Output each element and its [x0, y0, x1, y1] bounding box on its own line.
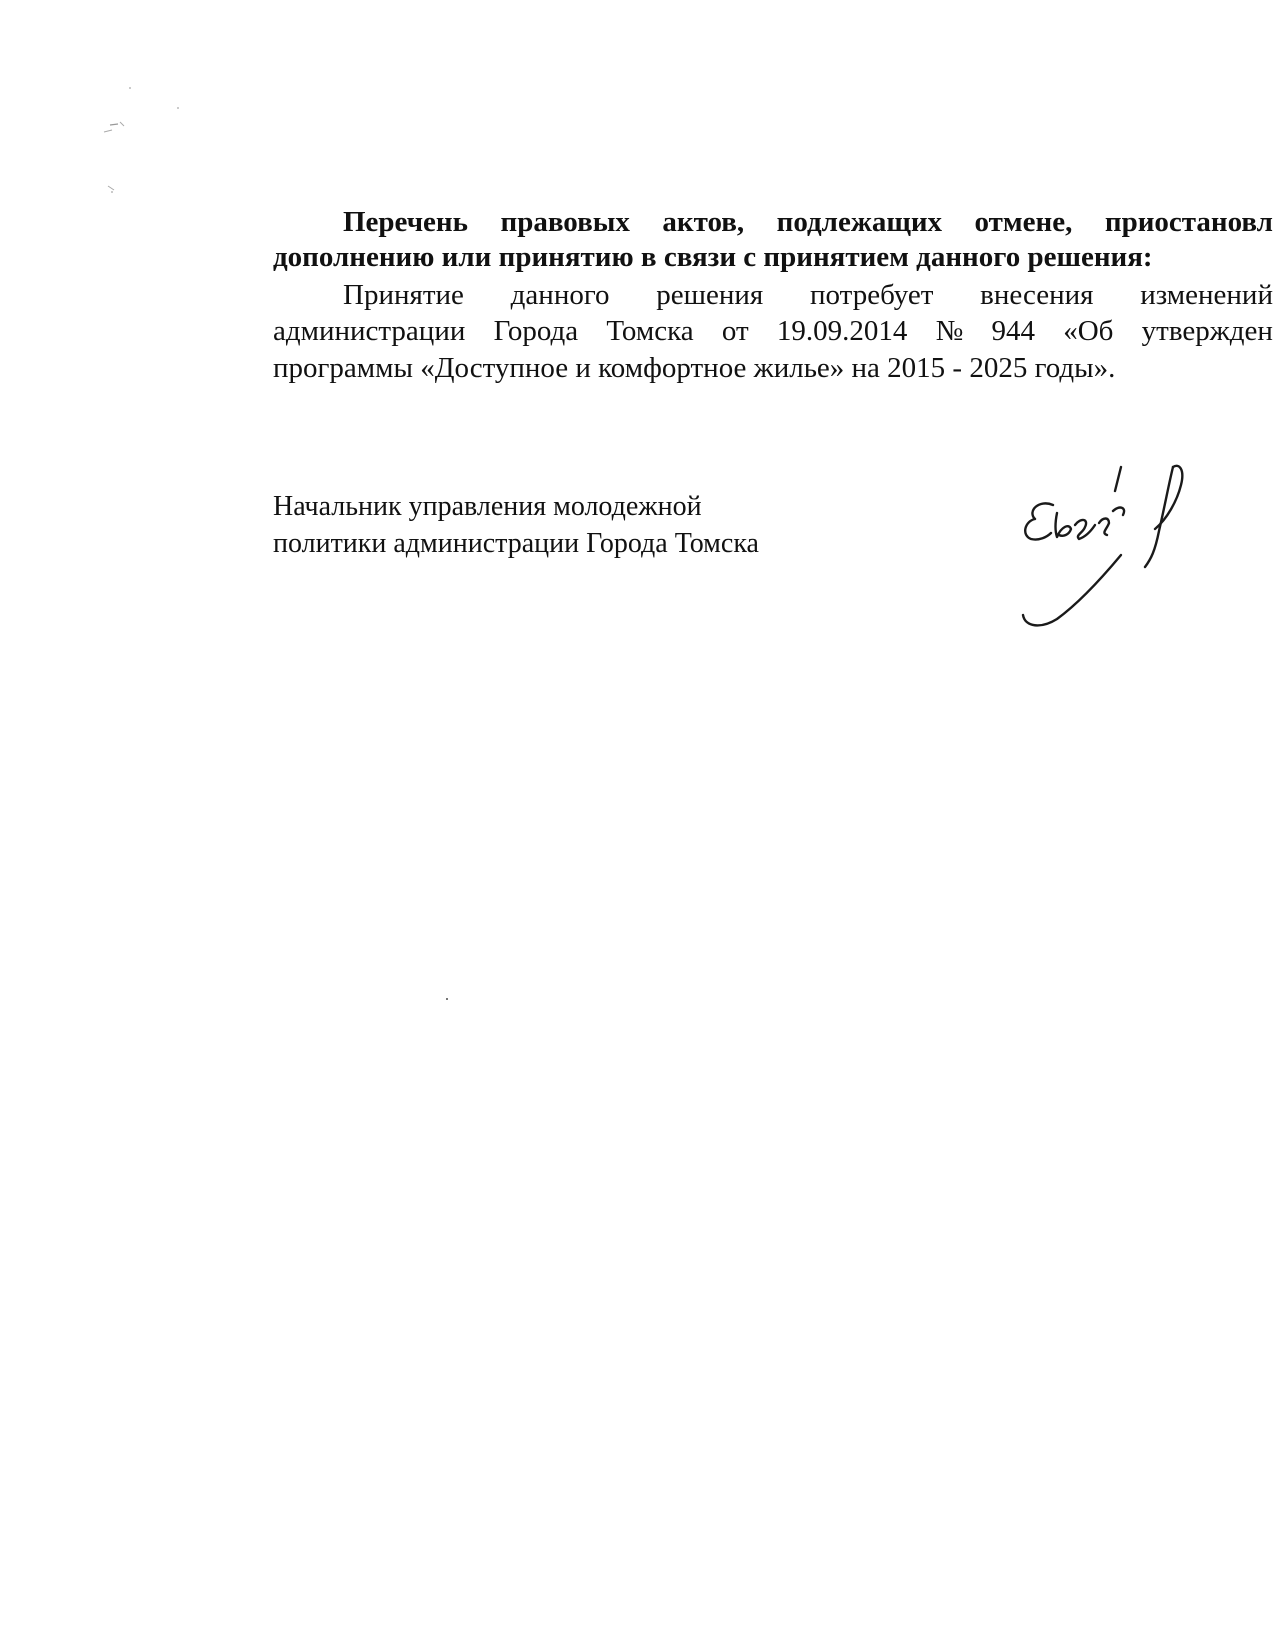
body-word: утвержден — [1141, 315, 1273, 347]
heading-word: актов, — [662, 206, 745, 238]
body-word: от — [721, 315, 749, 347]
heading-word: правовых — [500, 206, 630, 238]
heading-word: отмене, — [974, 206, 1073, 238]
body-word: потребует — [810, 279, 934, 311]
body-word: № — [935, 315, 964, 347]
scan-noise-marks — [90, 80, 200, 220]
body-word: данного — [510, 279, 610, 311]
body-word: решения — [656, 279, 764, 311]
heading-line-1 — [343, 206, 1273, 238]
body-word: Томска — [606, 315, 694, 347]
body-line-3: программы «Доступное и комфортное жилье» на 2015 - 2025 годы». — [273, 352, 1116, 384]
body-word: «Об — [1063, 315, 1114, 347]
scan-speck — [446, 998, 448, 1000]
body-word: 944 — [991, 315, 1035, 347]
body-line-2 — [273, 315, 1273, 347]
body-word: изменений — [1140, 279, 1273, 311]
body-word: 19.09.2014 — [776, 315, 908, 347]
body-line-1 — [343, 279, 1273, 311]
body-word: Принятие — [343, 279, 464, 311]
signatory-title-line-2: политики администрации Города Томска — [273, 528, 759, 559]
signatory-title-line-1: Начальник управления молодежной — [273, 491, 702, 522]
handwritten-signature — [995, 455, 1235, 655]
body-word: Города — [493, 315, 579, 347]
heading-word: Перечень — [343, 206, 468, 238]
body-word: внесения — [980, 279, 1094, 311]
heading-line-2: дополнению или принятию в связи с принятием данного решения: — [273, 241, 1153, 273]
heading-word: подлежащих — [776, 206, 943, 238]
heading-word: приостановл — [1104, 206, 1273, 238]
body-word: администрации — [273, 315, 466, 347]
